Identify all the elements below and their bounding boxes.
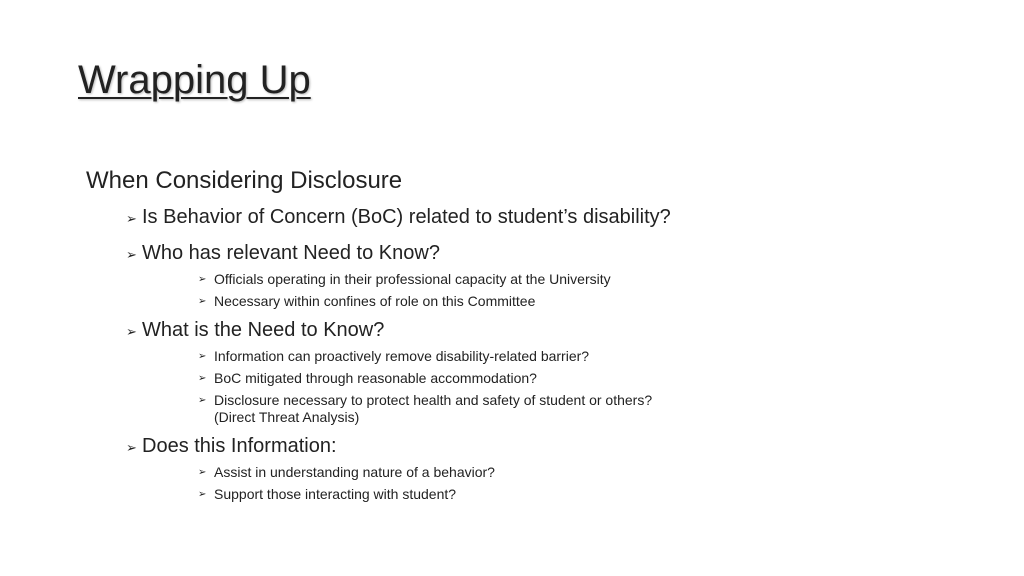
arrow-bullet-icon: ➢ [198, 373, 207, 384]
sub-bullet-item [198, 392, 986, 426]
bullet-item [126, 203, 986, 233]
arrow-bullet-icon: ➢ [198, 395, 207, 406]
bullet-item [126, 432, 986, 503]
sub-bullet-item [198, 370, 986, 387]
sub-bullet-item [198, 348, 986, 365]
bullet-item [126, 239, 986, 310]
sub-bullet-item [198, 293, 986, 310]
arrow-bullet-icon: ➢ [198, 274, 207, 285]
sub-bullet-text: Information can proactively remove disability-related barrier? [214, 348, 590, 364]
sub-bullet-text: Disclosure necessary to protect health and safety of student or others? [214, 392, 653, 408]
sub-bullet-text: Support those interacting with student? [214, 486, 457, 502]
bullet-list [86, 203, 986, 503]
sub-bullet-item [198, 271, 986, 288]
bullet-text: Is Behavior of Concern (BoC) related to student’s disability? [142, 206, 671, 228]
bullet-item [126, 316, 986, 426]
arrow-bullet-icon: ➢ [198, 467, 207, 478]
arrow-bullet-icon: ➢ [126, 211, 137, 226]
sub-bullet-text: BoC mitigated through reasonable accommodation? [214, 370, 537, 386]
arrow-bullet-icon: ➢ [126, 440, 137, 455]
sub-bullet-item [198, 464, 986, 481]
sub-bullet-text-continuation: (Direct Threat Analysis) [214, 409, 360, 425]
sub-bullet-list [126, 348, 986, 426]
arrow-bullet-icon: ➢ [198, 351, 207, 362]
arrow-bullet-icon: ➢ [198, 296, 207, 307]
slide-title: Wrapping Up [78, 58, 311, 102]
arrow-bullet-icon: ➢ [126, 324, 137, 339]
arrow-bullet-icon: ➢ [198, 489, 207, 500]
bullet-text: Does this Information: [142, 435, 337, 457]
bullet-text: What is the Need to Know? [142, 319, 385, 341]
slide-content [86, 165, 986, 509]
sub-bullet-text: Officials operating in their professional capacity at the University [214, 271, 611, 287]
sub-bullet-list [126, 464, 986, 503]
sub-bullet-text: Necessary within confines of role on this Committee [214, 293, 536, 309]
bullet-text: Who has relevant Need to Know? [142, 242, 440, 264]
section-heading: When Considering Disclosure [86, 167, 403, 194]
sub-bullet-list [126, 271, 986, 310]
sub-bullet-item [198, 486, 986, 503]
arrow-bullet-icon: ➢ [126, 247, 137, 262]
sub-bullet-text: Assist in understanding nature of a behavior? [214, 464, 495, 480]
